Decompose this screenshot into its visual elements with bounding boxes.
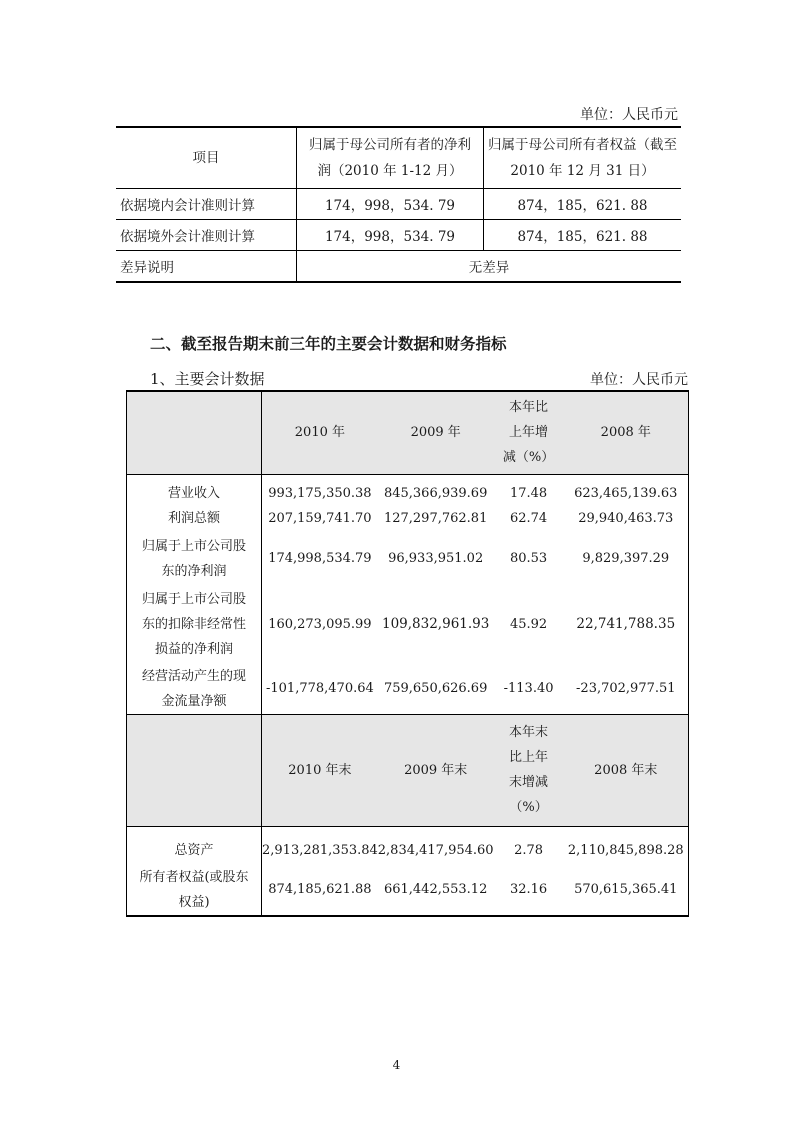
header-equity <box>484 127 682 189</box>
header-2010-end: 2010 年末 <box>262 714 378 826</box>
row-label-line3: 损益的净利润 <box>154 642 233 657</box>
header-change-line3: 减（%） <box>502 450 555 466</box>
row-item: 依据境外会计准则计算 <box>116 220 297 251</box>
header-blank <box>127 714 262 826</box>
table-row <box>127 664 689 715</box>
cell-change: 45.92 <box>509 617 548 632</box>
cell-2008: 22,741,788.35 <box>564 586 689 664</box>
cell-change: -113.40 <box>503 681 554 696</box>
row-label-line2: 东的扣除非经常性 <box>141 617 246 632</box>
table-row <box>127 506 689 532</box>
header-2009-end: 2009 年末 <box>378 714 494 826</box>
row-label-line1: 归属于上市公司股 <box>141 538 246 554</box>
cell-2008: 2,110,845,898.28 <box>564 826 689 864</box>
header-net-profit-line2: 润（2010 年 1-12 月） <box>317 163 463 179</box>
cell-2009: 845,366,939.69 <box>378 474 494 506</box>
header-change <box>494 391 564 474</box>
cell-2010: 2,913,281,353.84 <box>262 826 378 864</box>
row-equity: 874，185，621. 88 <box>484 189 682 220</box>
row-label-line1: 经营活动产生的现 <box>141 668 246 684</box>
header-net-profit <box>297 127 484 189</box>
table-row <box>127 864 689 916</box>
row-net-profit: 174，998，534. 79 <box>297 189 484 220</box>
row-label: 利润总额 <box>127 506 262 532</box>
header-net-profit-line1: 归属于母公司所有者的净利 <box>309 137 471 153</box>
table-row <box>127 826 689 864</box>
cell-2010: 874,185,621.88 <box>262 864 378 916</box>
table-row <box>116 251 681 283</box>
header-change-line2: 比上年 <box>509 750 549 765</box>
header-2008-end: 2008 年末 <box>564 714 689 826</box>
header-2009: 2009 年 <box>378 391 494 474</box>
reconciliation-table <box>116 126 681 283</box>
cell-2008: 9,829,397.29 <box>564 532 689 586</box>
cell-2008: 570,615,365.41 <box>564 864 689 916</box>
table-header-row <box>127 391 689 474</box>
table-row <box>127 586 689 664</box>
cell-2010: 207,159,741.70 <box>268 511 372 526</box>
cell-2009: 2,834,417,954.60 <box>378 826 494 864</box>
page-number: 4 <box>392 1058 401 1072</box>
row-label <box>127 532 262 586</box>
cell-2010: 160,273,095.99 <box>268 617 372 632</box>
row-label <box>127 586 262 664</box>
cell-2009: 759,650,626.69 <box>383 681 488 696</box>
table-row <box>127 532 689 586</box>
header-2010: 2010 年 <box>262 391 378 474</box>
row-label: 营业收入 <box>127 474 262 506</box>
header-equity-line1: 归属于母公司所有者权益（截至 <box>488 137 677 153</box>
cell-2010: 174,998,534.79 <box>268 551 372 566</box>
diff-item: 差异说明 <box>116 251 297 283</box>
cell-change: 80.53 <box>509 551 548 566</box>
subsection-title: 1、主要会计数据 <box>150 370 265 388</box>
cell-2009: 127,297,762.81 <box>383 511 488 526</box>
header-change-line1: 本年比 <box>509 400 549 416</box>
table-header-row <box>127 714 689 826</box>
cell-2008: 29,940,463.73 <box>564 506 689 532</box>
row-label: 总资产 <box>127 826 262 864</box>
row-label <box>127 864 262 916</box>
cell-2008: -23,702,977.51 <box>564 664 689 715</box>
cell-change: 62.74 <box>509 511 548 526</box>
cell-change: 17.48 <box>494 474 564 506</box>
header-blank <box>127 391 262 474</box>
main-data-table <box>126 390 689 917</box>
cell-2009: 109,832,961.93 <box>381 616 490 632</box>
cell-2010: -101,778,470.64 <box>266 681 374 696</box>
cell-2010: 993,175,350.38 <box>262 474 378 506</box>
cell-2008: 623,465,139.63 <box>564 474 689 506</box>
row-equity: 874，185，621. 88 <box>484 220 682 251</box>
row-net-profit: 174，998，534. 79 <box>297 220 484 251</box>
header-equity-line2: 2010 年 12 月 31 日） <box>510 163 655 179</box>
cell-change: 32.16 <box>494 864 564 916</box>
cell-change: 2.78 <box>494 826 564 864</box>
header-2008: 2008 年 <box>564 391 689 474</box>
section-title: 二、截至报告期末前三年的主要会计数据和财务指标 <box>150 335 507 353</box>
header-change-line3: 末增减 <box>509 775 549 790</box>
row-label <box>127 664 262 715</box>
header-item: 项目 <box>116 127 297 189</box>
unit-label: 单位：人民币元 <box>580 107 678 123</box>
table-row <box>127 474 689 506</box>
header-change-end <box>494 714 564 826</box>
row-label-line1: 归属于上市公司股 <box>141 592 246 607</box>
header-change-line1: 本年末 <box>509 725 549 740</box>
table-row <box>116 220 681 251</box>
row-label-line2: 东的净利润 <box>161 563 227 579</box>
unit-label: 单位：人民币元 <box>590 372 688 388</box>
cell-2009: 661,442,553.12 <box>378 864 494 916</box>
header-change-line2: 上年增 <box>509 425 549 441</box>
table-row <box>116 189 681 220</box>
row-label-line2: 金流量净额 <box>161 693 227 709</box>
diff-value: 无差异 <box>297 251 682 283</box>
row-label-line2: 权益) <box>178 894 210 910</box>
row-label-line1: 所有者权益(或股东 <box>139 869 249 885</box>
row-item: 依据境内会计准则计算 <box>116 189 297 220</box>
table-header-row <box>116 127 681 189</box>
cell-2009: 96,933,951.02 <box>388 551 484 566</box>
header-change-line4: （%） <box>509 800 548 815</box>
